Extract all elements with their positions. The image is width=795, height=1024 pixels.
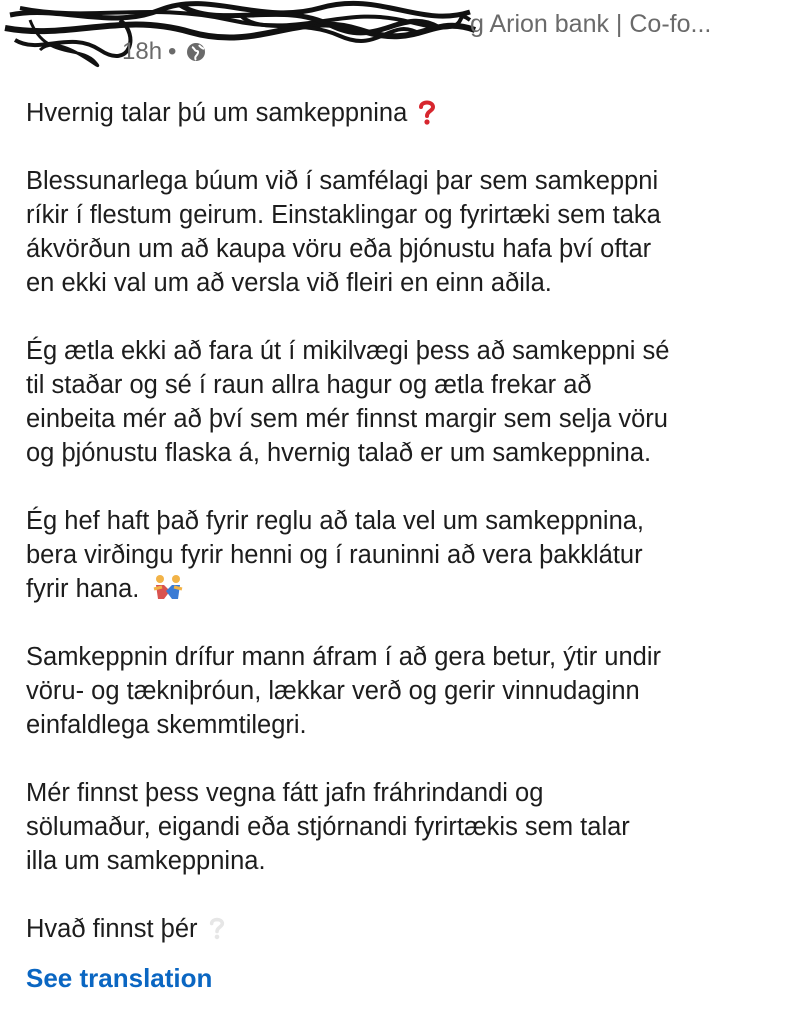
paragraph-line: Mér finnst þess vegna fátt jafn fráhrindandi og: [26, 779, 544, 807]
post-closing: [26, 912, 776, 946]
paragraph-line-text: fyrir hana.: [26, 575, 140, 603]
post-paragraph-4: [26, 640, 776, 742]
paragraph-line: bera virðingu fyrir henni og í rauninni að vera þakklátur: [26, 541, 643, 569]
paragraph-line: vöru- og tækniþróun, lækkar verð og gerir vinnudaginn: [26, 677, 640, 705]
post-timestamp: 18h: [122, 38, 163, 65]
paragraph-line: einfaldlega skemmtilegri.: [26, 711, 307, 739]
post-meta: [122, 38, 206, 66]
paragraph-line: en ekki val um að versla við fleiri en einn aðila.: [26, 269, 552, 297]
post-paragraph-2: [26, 334, 776, 470]
post-paragraph-1: [26, 164, 776, 300]
meta-separator: •: [168, 38, 177, 65]
redaction-scribble: [0, 0, 480, 70]
wrestlers-icon: [150, 573, 186, 601]
post-body: [26, 96, 776, 980]
paragraph-line: illa um samkeppnina.: [26, 847, 266, 875]
post-header: [0, 0, 795, 80]
paragraph-line: til staðar og sé í raun allra hagur og ætla frekar að: [26, 371, 592, 399]
white-question-mark-icon: [209, 915, 225, 941]
paragraph-line: og þjónustu flaska á, hvernig talað er um samkeppnina.: [26, 439, 652, 467]
paragraph-line: Blessunarlega búum við í samfélagi þar sem samkeppni: [26, 167, 659, 195]
globe-icon: [186, 42, 206, 62]
post-paragraph-5: [26, 776, 776, 878]
paragraph-line: Ég hef haft það fyrir reglu að tala vel um samkeppnina,: [26, 507, 645, 535]
post-paragraph-3: [26, 504, 776, 606]
see-translation-link[interactable]: See translation: [26, 963, 213, 993]
post-title-text: Hvernig talar þú um samkeppnina: [26, 99, 408, 127]
post-title: [26, 96, 776, 130]
closing-text: Hvað finnst þér: [26, 915, 198, 943]
paragraph-line: Ég ætla ekki að fara út í mikilvægi þess að samkeppni sé: [26, 337, 670, 365]
paragraph-line: sölumaður, eigandi eða stjórnandi fyrirtækis sem talar: [26, 813, 630, 841]
paragraph-line: ákvörðun um að kaupa vöru eða þjónustu hafa því oftar: [26, 235, 652, 263]
author-headline[interactable]: g Arion bank | Co-fo...: [470, 10, 712, 38]
red-question-mark-icon: [418, 99, 436, 125]
paragraph-line: ríkir í flestum geirum. Einstaklingar og fyrirtæki sem taka: [26, 201, 661, 229]
paragraph-line: einbeita mér að því sem mér finnst margir sem selja vöru: [26, 405, 668, 433]
paragraph-line-with-emoji: [26, 572, 776, 606]
paragraph-line: Samkeppnin drífur mann áfram í að gera betur, ýtir undir: [26, 643, 661, 671]
